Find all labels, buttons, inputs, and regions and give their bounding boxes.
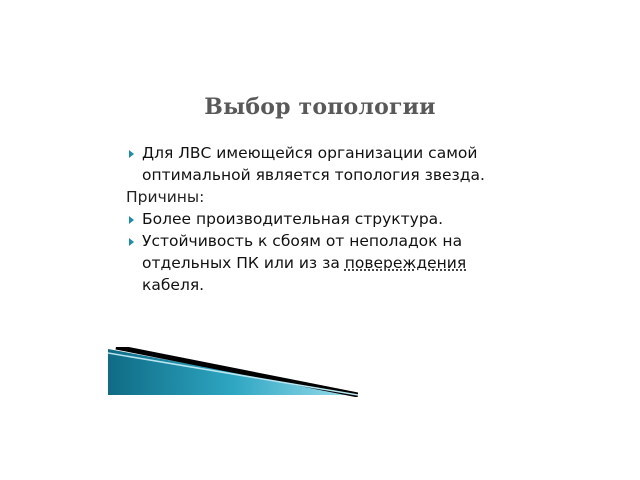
slide-body	[126, 142, 496, 296]
bullet-text-1: Для ЛВС имеющейся организации самой оптимальной является топология звезда.	[142, 144, 485, 184]
bullet-item-1	[126, 142, 496, 186]
bullet-text-3a: Устойчивость к сбоям от неполадок на отдельных ПК или из за	[142, 232, 463, 272]
bullet-item-2	[126, 208, 496, 230]
decorative-swoosh	[108, 347, 358, 397]
bullet-text-2: Более производительная структура.	[142, 210, 444, 228]
reasons-label: Причины:	[126, 188, 205, 206]
bullet-arrow-icon	[129, 216, 134, 224]
underlined-word: повереждения	[344, 254, 467, 272]
bullet-arrow-icon	[129, 150, 134, 158]
bullet-item-3	[126, 230, 496, 296]
slide-title: Выбор топологии	[204, 94, 436, 120]
bullet-arrow-icon	[129, 238, 134, 246]
bullet-text-3b: кабеля.	[142, 276, 205, 294]
